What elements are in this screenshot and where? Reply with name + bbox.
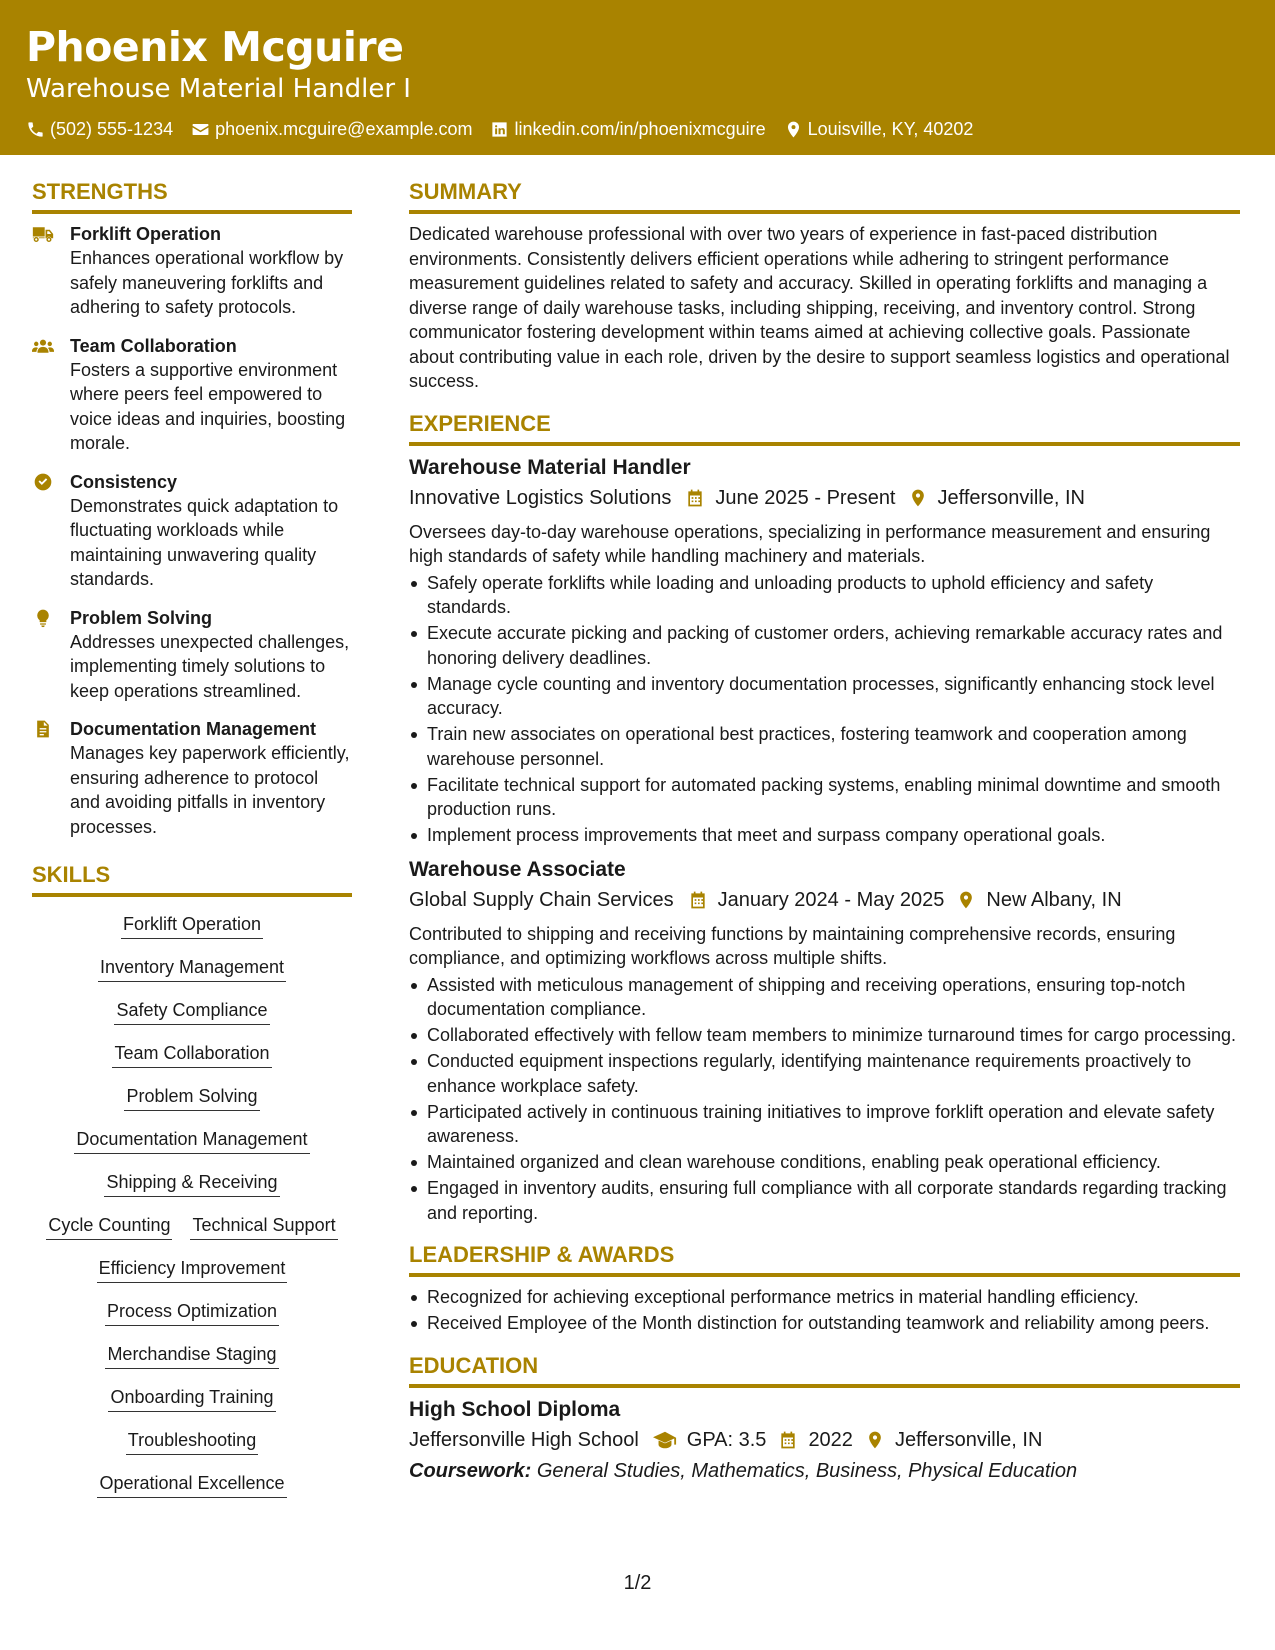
map-pin-icon — [865, 1430, 885, 1450]
strength-name: Team Collaboration — [70, 335, 237, 356]
skill-tag: Operational Excellence — [97, 1472, 286, 1498]
graduation-year: 2022 — [808, 1428, 853, 1451]
check-circle-icon — [32, 472, 54, 492]
linkedin-text[interactable]: linkedin.com/in/phoenixmcguire — [514, 119, 766, 139]
list-item: Received Employee of the Month distinction for outstanding teamwork and reliability among peers. — [409, 1311, 1240, 1336]
map-pin-icon — [908, 488, 928, 508]
list-item: Facilitate technical support for automated packing systems, enabling minimal downtime and smooth production runs. — [409, 773, 1240, 822]
summary-text: Dedicated warehouse professional with over two years of experience in fast-paced distribution environments. Consistently delivers efficient operations while adhering to stringent performance measurement guidelines related to safety and accuracy. Skilled in operating forklifts and managing a diverse range of daily warehouse tasks, including shipping, receiving, and inventory control. Strong communicator fostering development within teams aimed at achieving collective goals. Passionate about contributing value in each role, driven by the desire to support seamless logistics and operational success. — [409, 224, 1230, 391]
list-item: Maintained organized and clean warehouse conditions, enabling peak operational efficiency. — [409, 1150, 1240, 1175]
skill-tag: Documentation Management — [74, 1128, 309, 1154]
list-item: Manage cycle counting and inventory documentation processes, significantly enhancing stock level accuracy. — [409, 672, 1240, 721]
skill-tag: Inventory Management — [98, 956, 286, 982]
list-item: Recognized for achieving exceptional performance metrics in material handling efficiency. — [409, 1285, 1240, 1310]
job-title: Warehouse Material Handler — [409, 455, 691, 479]
job-company: Global Supply Chain Services — [409, 888, 674, 911]
job-dates: June 2025 - Present — [715, 486, 896, 509]
skill-tag: Safety Compliance — [114, 999, 269, 1025]
contact-email[interactable] — [191, 118, 472, 140]
phone-icon — [26, 120, 45, 139]
skill-tag: Merchandise Staging — [105, 1343, 278, 1369]
degree-title: High School Diploma — [409, 1397, 621, 1421]
skill-tag: Team Collaboration — [112, 1042, 271, 1068]
coursework-label: Coursework: — [409, 1459, 532, 1482]
email-text[interactable]: phoenix.mcguire@example.com — [215, 119, 473, 139]
strength-desc: Fosters a supportive environment where peers feel empowered to voice ideas and inquiries, boosting morale. — [70, 359, 346, 453]
experience-heading: EXPERIENCE — [409, 408, 1240, 446]
skill-tag: Problem Solving — [124, 1085, 259, 1111]
calendar-icon — [685, 488, 705, 508]
strength-item — [32, 470, 352, 592]
job-location: New Albany, IN — [986, 888, 1122, 911]
summary-heading: SUMMARY — [409, 176, 1240, 214]
job-dates: January 2024 - May 2025 — [717, 888, 945, 911]
strength-item — [32, 334, 352, 456]
contact-phone — [26, 118, 173, 140]
skill-tag: Shipping & Receiving — [104, 1171, 279, 1197]
skill-tag: Technical Support — [190, 1214, 337, 1240]
gpa: GPA: 3.5 — [686, 1428, 767, 1451]
skill-tag: Forklift Operation — [121, 913, 263, 939]
job-entry — [409, 856, 1240, 1226]
linkedin-icon — [490, 120, 509, 139]
strength-name: Forklift Operation — [70, 224, 222, 244]
strength-desc: Demonstrates quick adaptation to fluctuating workloads while maintaining unwavering quality standards. — [70, 495, 339, 589]
list-item: Conducted equipment inspections regularly, identifying maintenance requirements proactively to enhance workplace safety. — [409, 1049, 1240, 1098]
resume-header — [0, 0, 1275, 155]
skill-tag: Onboarding Training — [108, 1386, 275, 1412]
truck-icon — [32, 224, 54, 244]
job-title: Warehouse Associate — [409, 857, 626, 881]
strength-desc: Addresses unexpected challenges, implementing timely solutions to keep operations streamlined. — [70, 631, 350, 701]
strength-desc: Enhances operational workflow by safely maneuvering forklifts and adhering to safety protocols. — [70, 248, 344, 317]
skills-list — [32, 905, 352, 1498]
document-icon — [32, 719, 54, 739]
contact-linkedin[interactable] — [490, 118, 765, 140]
list-item: Execute accurate picking and packing of customer orders, achieving remarkable accuracy rates and honoring delivery deadlines. — [409, 621, 1240, 670]
education-entry — [409, 1396, 1240, 1486]
job-entry — [409, 454, 1240, 848]
job-company: Innovative Logistics Solutions — [409, 486, 672, 509]
list-item: Collaborated effectively with fellow team members to minimize turnaround times for cargo processing. — [409, 1023, 1240, 1048]
calendar-icon — [778, 1430, 798, 1450]
awards-heading: LEADERSHIP & AWARDS — [409, 1239, 1240, 1277]
list-item: Participated actively in continuous training initiatives to improve forklift operation and elevate safety awareness. — [409, 1100, 1240, 1149]
skill-tag: Process Optimization — [105, 1300, 279, 1326]
envelope-icon — [191, 120, 210, 139]
candidate-name: Phoenix Mcguire — [26, 23, 404, 71]
job-bullets — [409, 571, 1240, 848]
candidate-role: Warehouse Material Handler I — [26, 74, 411, 104]
strength-desc: Manages key paperwork efficiently, ensuring adherence to protocol and avoiding pitfalls in inventory processes. — [70, 743, 350, 837]
map-pin-icon — [784, 120, 803, 139]
skill-tag: Troubleshooting — [126, 1429, 258, 1455]
strength-item — [32, 222, 352, 320]
calendar-icon — [688, 890, 708, 910]
skill-tag: Cycle Counting — [46, 1214, 172, 1240]
school-location: Jeffersonville, IN — [894, 1428, 1043, 1451]
education-heading: EDUCATION — [409, 1350, 1240, 1388]
strengths-heading: STRENGTHS — [32, 176, 352, 214]
job-location: Jeffersonville, IN — [937, 486, 1085, 509]
graduation-cap-icon — [653, 1430, 677, 1450]
list-item: Train new associates on operational best practices, fostering teamwork and cooperation among warehouse personnel. — [409, 722, 1240, 771]
strength-item — [32, 717, 352, 839]
awards-list — [409, 1285, 1240, 1336]
education-meta — [409, 1424, 1240, 1456]
job-meta — [409, 482, 1240, 514]
list-item: Engaged in inventory audits, ensuring full compliance with all corporate standards regarding tracking and reporting. — [409, 1176, 1240, 1225]
job-meta — [409, 884, 1240, 916]
list-item: Assisted with meticulous management of shipping and receiving operations, ensuring top-notch documentation compliance. — [409, 973, 1240, 1022]
coursework — [409, 1456, 1240, 1486]
contact-location — [784, 118, 974, 140]
page-number: 1/2 — [623, 1572, 652, 1594]
strength-name: Problem Solving — [70, 607, 213, 628]
coursework-list: General Studies, Mathematics, Business, Physical Education — [536, 1459, 1078, 1482]
job-description: Oversees day-to-day warehouse operations, specializing in performance measurement and ensuring high standards of safety while handling machinery and materials. — [409, 521, 1211, 566]
list-item: Implement process improvements that meet and surpass company operational goals. — [409, 823, 1240, 848]
lightbulb-icon — [32, 608, 54, 628]
job-description: Contributed to shipping and receiving functions by maintaining comprehensive records, ensuring compliance, and optimizing workflows across multiple shifts. — [409, 923, 1176, 968]
skill-tag: Efficiency Improvement — [97, 1257, 288, 1283]
strength-name: Documentation Management — [70, 719, 317, 739]
phone-text: (502) 555-1234 — [50, 119, 174, 139]
skills-heading: SKILLS — [32, 859, 352, 897]
contact-bar — [26, 118, 1249, 140]
location-text: Louisville, KY, 40202 — [807, 119, 974, 139]
school-name: Jeffersonville High School — [409, 1428, 639, 1451]
job-bullets — [409, 973, 1240, 1226]
map-pin-icon — [956, 890, 976, 910]
right-column — [409, 176, 1240, 1486]
users-icon — [32, 336, 54, 356]
strength-item — [32, 606, 352, 704]
left-column — [32, 176, 352, 1498]
strength-name: Consistency — [70, 471, 178, 492]
list-item: Safely operate forklifts while loading and unloading products to uphold efficiency and safety standards. — [409, 571, 1240, 620]
